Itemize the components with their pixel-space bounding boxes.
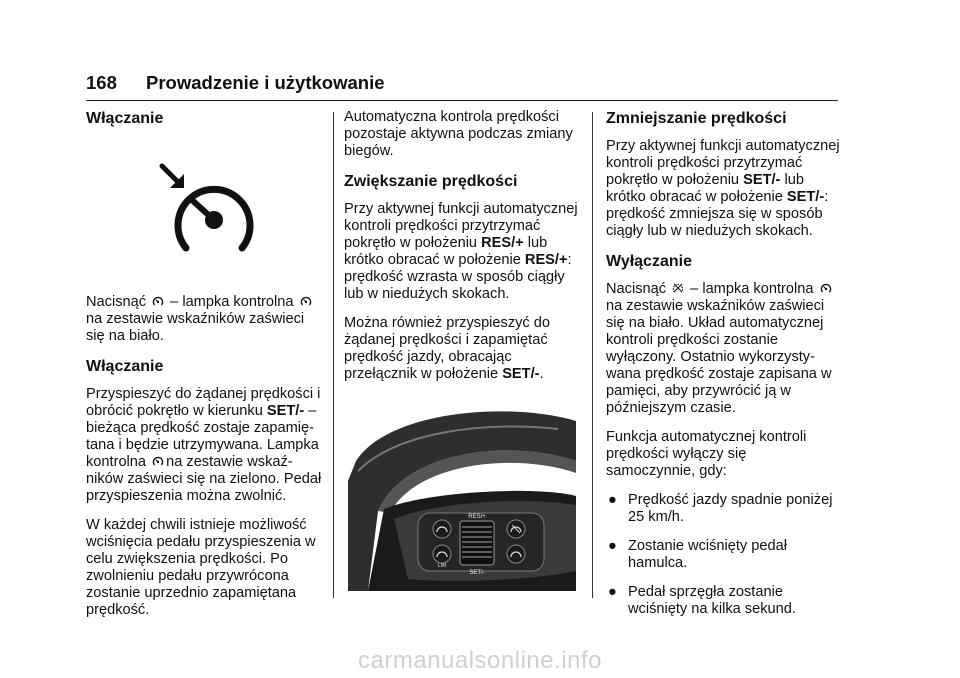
paragraph: Nacisnąć – lampka kontrolna na zestawie wskaźników zaświeci się na biało. Układ automatycznej kontroli prędkości zostanie wyłączony. Ostatnio wykorzysty- wana prędkość zostaje zapisana w pamięci, aby przywrócić ją w późniejszym czasie. [606,281,832,416]
list-item: ● Zostanie wciśnięty pedał hamulca. [608,538,787,571]
page-number: 168 [86,72,117,93]
heading-enable: Włączanie [86,110,164,127]
paragraph: W każdej chwili istnieje możliwość wciśnięcia pedału przyspieszenia w celu zwiększenia prędkości. Po zwolnieniu pedału przywrócona zostanie uprzednio zapamiętana prędkość. [86,517,316,618]
paragraph: Można również przyspieszyć do żądanej prędkości i zapamiętać prędkość jazdy, obracając przełącznik w położenie SET/-. [344,315,551,382]
page-header [86,70,838,101]
heading-disable: Wyłączanie [606,253,692,270]
cruise-control-icon [152,295,164,307]
section-title: Prowadzenie i użytkowanie [146,72,385,93]
bullet: ● [608,538,617,554]
cruise-control-figure [86,162,324,262]
watermark: carmanualsonline.info [358,647,602,674]
paragraph: Przyspieszyć do żądanej prędkości i obrócić pokrętło w kierunku SET/- – bieżąca prędkość zostaje zapamię- tana i będzie utrzymywana. Lampka kontrolna na zestawie wskaź- ników zaświeci się na zielono. Pedał przyspieszenia można zwolnić. [86,386,322,504]
cruise-control-icon [156,162,266,262]
bullet: ● [608,584,617,600]
list-item: ● Pedał sprzęgła zostanie wciśnięty na kilka sekund. [608,584,796,617]
heading-increase-speed: Zwiększanie prędkości [344,173,518,190]
cruise-control-icon [820,282,832,294]
res-label: RES/+ [468,514,486,520]
bullet: ● [608,492,617,508]
column-divider [333,112,334,598]
paragraph: Nacisnąć – lampka kontrolna na zestawie wskaźników zaświeci się na biało. [86,294,324,345]
heading-decrease-speed: Zmniejszanie prędkości [606,110,787,127]
paragraph: Przy aktywnej funkcji automatycznej kontroli prędkości przytrzymać pokrętło w położeniu SET/- lub krótko obracać w położenie SET/-: prędkość zmniejsza się w sposób ciągły lub w niedużych skokach. [606,138,840,239]
steering-wheel-controls-illustration [348,401,576,591]
column-2 [344,109,582,591]
cruise-control-icon [152,455,164,467]
column-3 [606,109,841,630]
cruise-control-icon [300,295,312,307]
set-label: SET/- [469,570,485,576]
heading-enable: Włączanie [86,358,164,375]
paragraph: Funkcja automatycznej kontroli prędkości wyłączy się samoczynnie, gdy: [606,429,807,479]
cancel-cruise-icon [672,282,684,294]
column-divider [592,112,593,598]
paragraph: Przy aktywnej funkcji automatycznej kontroli prędkości przytrzymać pokrętło w położeniu RES/+ lub krótko obracać w położenie RES/+: prędkość wzrasta w sposób ciągły lub w niedużych skokach. [344,201,578,302]
lim-label: LIM [437,563,447,569]
list-item: ● Prędkość jazdy spadnie poniżej 25 km/h. [608,492,833,525]
column-1 [86,109,324,631]
condition-list [606,492,841,618]
paragraph: Automatyczna kontrola prędkości pozostaje aktywna podczas zmiany biegów. [344,109,573,159]
